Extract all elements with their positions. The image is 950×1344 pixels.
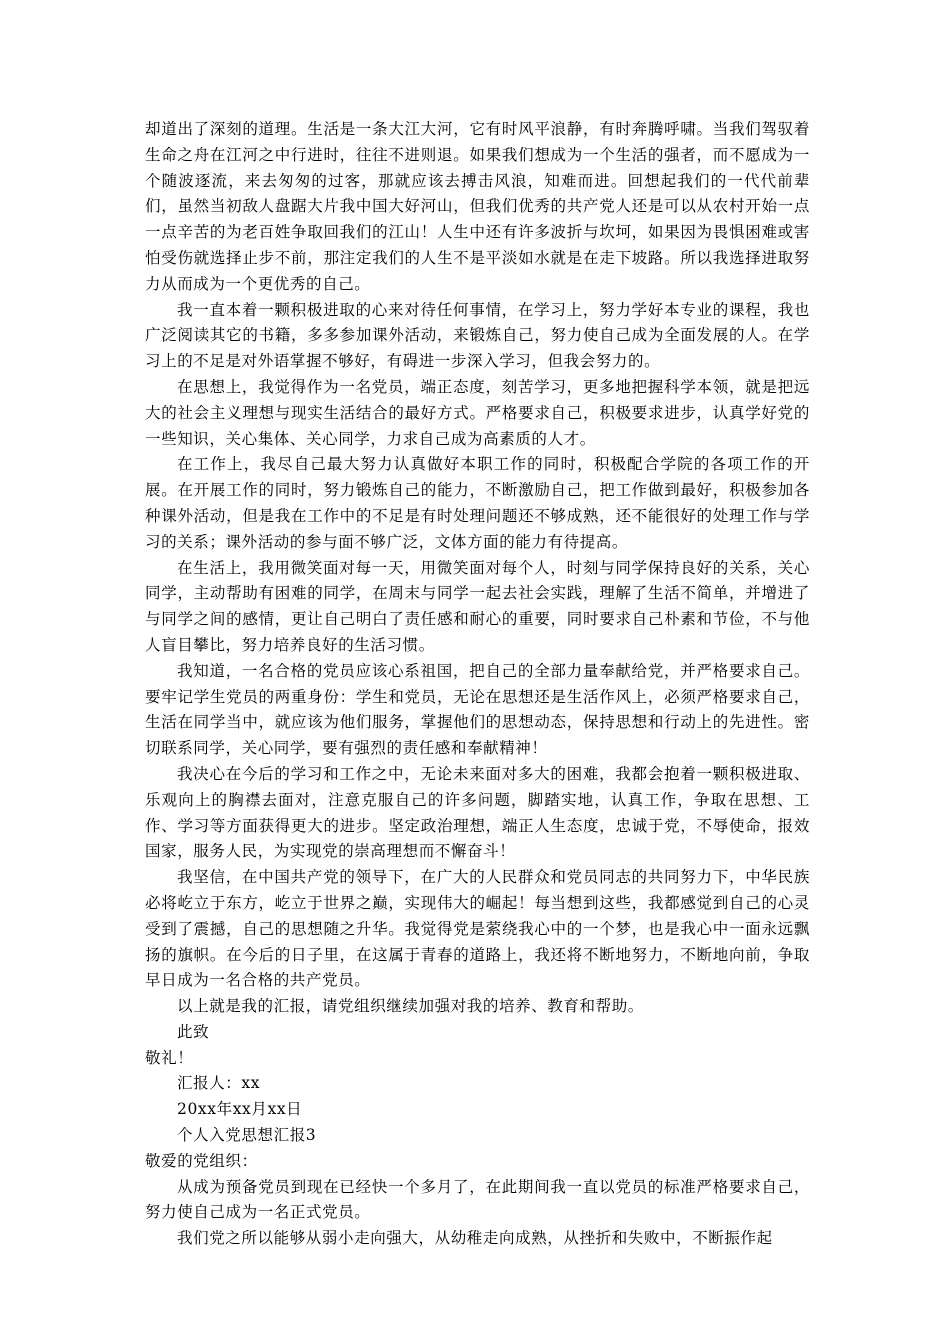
date-line: 20xx年xx月xx日 <box>177 1100 303 1119</box>
next-paragraph-1: 从成为预备党员到现在已经快一个多月了，在此期间我一直以党员的标准严格要求自己，努力使自己成为一名正式党员。 <box>145 1177 810 1222</box>
body-paragraph-8: 我坚信，在中国共产党的领导下，在广大的人民群众和党员同志的共同努力下，中华民族必将屹立于东方，屹立于世界之巅，实现伟大的崛起！每当想到这些，我都感觉到自己的心灵受到了震撼，自己的思想随之升华。我觉得党是萦绕我心中的一个梦，也是我心中一面永远飘扬的旗帜。在今后的日子里，在这属于青春的道路上，我还将不断地努力，不断地向前，争取早日成为一名合格的共产党员。 <box>145 868 810 990</box>
closing-respect: 敬礼！ <box>145 1048 194 1067</box>
body-paragraph-1: 却道出了深刻的道理。生活是一条大江大河，它有时风平浪静，有时奔腾呼啸。当我们驾驭着生命之舟在江河之中行进时，往往不进则退。如果我们想成为一个生活的强者，而不愿成为一个随波逐流，来去匆匆的过客，那就应该去搏击风浪，知难而进。回想起我们的一代代前辈们，虽然当初敌人盘踞大片我中国大好河山，但我们优秀的共产党人还是可以从农村开始一点一点辛苦的为老百姓争取回我们的江山！人生中还有许多波折与坎坷，如果因为畏惧困难或害怕受伤就选择止步不前，那注定我们的人生不是平淡如水就是在走下坡路。所以我选择进取努力从而成为一个更优秀的自己。 <box>145 120 810 293</box>
document-page <box>145 117 810 1252</box>
body-paragraph-5: 在生活上，我用微笑面对每一天，用微笑面对每个人，时刻与同学保持良好的关系，关心同学，主动帮助有困难的同学，在周末与同学一起去社会实践，理解了生活不简单，并增进了与同学之间的感情，更让自己明白了责任感和耐心的重要，同时要求自己朴素和节俭，不与他人盲目攀比，努力培养良好的生活习惯。 <box>145 558 810 654</box>
closing-salute: 此致 <box>177 1022 210 1041</box>
body-paragraph-7: 我决心在今后的学习和工作之中，无论未来面对多大的困难，我都会抱着一颗积极进取、乐观向上的胸襟去面对，注意克服自己的许多问题，脚踏实地，认真工作，争取在思想、工作、学习等方面获得更大的进步。坚定政治理想，端正人生态度，忠诚于党，不辱使命，报效国家，服务人民，为实现党的崇高理想而不懈奋斗！ <box>145 764 810 861</box>
body-paragraph-4: 在工作上，我尽自己最大努力认真做好本职工作的同时，积极配合学院的各项工作的开展。在开展工作的同时，努力锻炼自己的能力，不断激励自己，把工作做到最好，积极参加各种课外活动，但是我在工作中的不足是有时处理问题还不够成熟，还不能很好的处理工作与学习的关系；课外活动的参与面不够广泛，文体方面的能力有待提高。 <box>145 455 810 551</box>
reporter-line: 汇报人：xx <box>177 1074 261 1093</box>
body-paragraph-2: 我一直本着一颗积极进取的心来对待任何事情，在学习上，努力学好本专业的课程，我也广泛阅读其它的书籍，多多参加课外活动，来锻炼自己，努力使自己成为全面发展的人。在学习上的不足是对外语掌握不够好，有碍进一步深入学习，但我会努力的。 <box>145 300 810 371</box>
greeting-line: 敬爱的党组织： <box>145 1151 258 1170</box>
body-paragraph-9: 以上就是我的汇报，请党组织继续加强对我的培养、教育和帮助。 <box>177 997 644 1016</box>
next-report-title: 个人入党思想汇报3 <box>177 1126 317 1145</box>
next-paragraph-2: 我们党之所以能够从弱小走向强大，从幼稚走向成熟，从挫折和失败中，不断振作起 <box>177 1229 773 1248</box>
body-paragraph-3: 在思想上，我觉得作为一名党员，端正态度，刻苦学习，更多地把握科学本领，就是把远大的社会主义理想与现实生活结合的最好方式。严格要求自己，积极要求进步，认真学好党的一些知识，关心集体、关心同学，力求自己成为高素质的人才。 <box>145 377 810 448</box>
body-paragraph-6: 我知道，一名合格的党员应该心系祖国，把自己的全部力量奉献给党，并严格要求自己。要牢记学生党员的两重身份：学生和党员，无论在思想还是生活作风上，必须严格要求自己，生活在同学当中，就应该为他们服务，掌握他们的思想动态，保持思想和行动上的先进性。密切联系同学，关心同学，要有强烈的责任感和奉献精神！ <box>145 661 810 758</box>
